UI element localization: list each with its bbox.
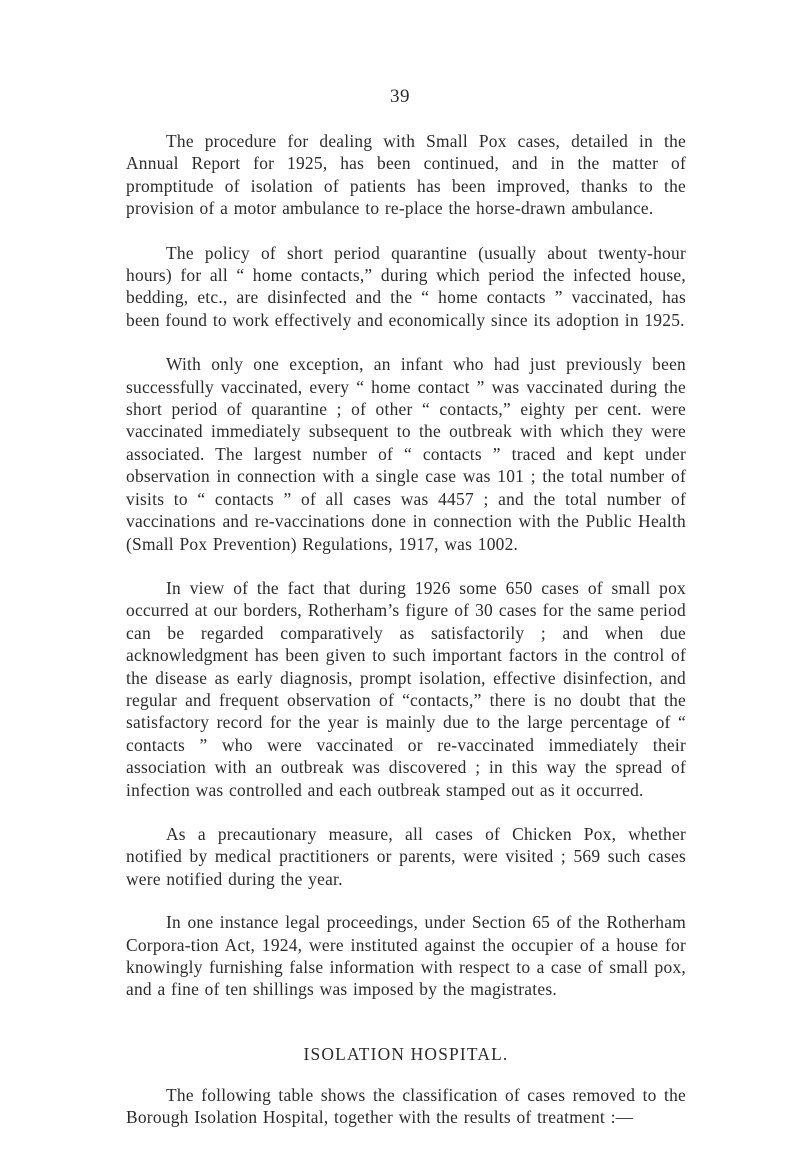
body-text [126, 130, 686, 1151]
paragraph-small-pox-procedure: The procedure for dealing with Small Pox cases, detailed in the Annual Report for 1925, has been continued, and in the matter of promptitude of isolation of patients has been improved, thanks to the provision of a motor ambulance to re-place the horse-drawn ambulance. [126, 131, 686, 219]
paragraph-borders-comparison: In view of the fact that during 1926 some 650 cases of small pox occurred at our borders, Rotherham’s figure of 30 cases for the same period can be regarded comparatively as satisfactorily ; and when due acknowledgment has been given to such important factors in the control of the disease as early diagnosis, prompt isolation, effective disinfection, and regular and frequent observation of “contacts,” there is no doubt that the satisfactory record for the year is mainly due to the large percentage of “ contacts ” who were vaccinated or re-vaccinated immediately their association with an outbreak was discovered ; in this way the spread of infection was controlled and each outbreak stamped out as it occurred. [126, 577, 686, 800]
paragraph-chicken-pox: As a precautionary measure, all cases of Chicken Pox, whether notified by medical practitioners or parents, were visited ; 569 such cases were notified during the year. [126, 823, 686, 889]
paragraph-isolation-intro: The following table shows the classification of cases removed to the Borough Isolation Hospital, together with the results of treatment :— [126, 1084, 686, 1128]
paragraph-vaccination-contacts: With only one exception, an infant who had just previously been successfully vaccinated, every “ home contact ” was vaccinated during the short period of quarantine ; of other “ contacts,” eighty per cent. were vaccinated immediately subsequent to the outbreak with which they were associated. The largest number of “ contacts ” traced and kept under observation in connection with a single case was 101 ; the total number of visits to “ contacts ” of all cases was 4457 ; and the total number of vaccinations and re-vaccinations done in connection with the Public Health (Small Pox Prevention) Regulations, 1917, was 1002. [126, 354, 686, 554]
paragraph-quarantine-policy: The policy of short period quarantine (usually about twenty-hour hours) for all “ home contacts,” during which period the infected house, bedding, etc., are disinfected and the “ home contacts ” vaccinated, has been found to work effectively and economically since its adoption in 1925. [126, 242, 686, 330]
section-heading-isolation-hospital: ISOLATION HOSPITAL. [303, 1043, 509, 1064]
page-number: 39 [390, 86, 410, 107]
paragraph-legal-proceedings: In one instance legal proceedings, under Section 65 of the Rotherham Corpora-tion Act, 1924, were instituted against the occupier of a house for knowingly furnishing false information with respect to a case of small pox, and a fine of ten shillings was imposed by the magistrates. [126, 912, 686, 1000]
